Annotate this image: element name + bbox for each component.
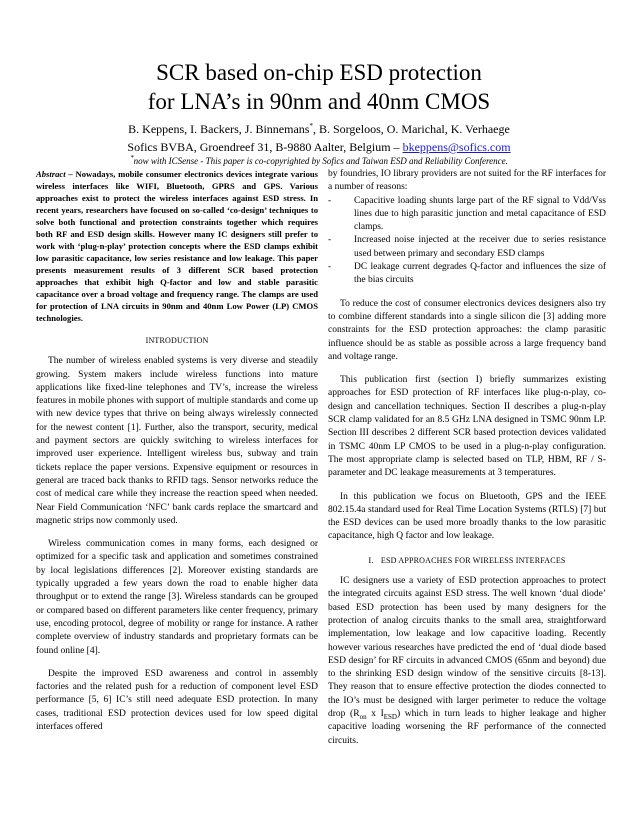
section-1-title: ESD APPROACHES FOR WIRELESS INTERFACES bbox=[380, 555, 566, 565]
author-list bbox=[0, 122, 638, 137]
section-1-heading bbox=[328, 554, 606, 567]
reasons-list bbox=[328, 195, 606, 288]
intro-paragraph-4: To reduce the cost of consumer electronics devices designers also try to combine different standards into a single silicon die [3] adding more constraints for the ESD protection approaches: the clamp parasitic influence should be as stable as possible across a large frequency band and voltage range. bbox=[328, 298, 606, 362]
affiliation bbox=[0, 140, 638, 155]
author-footnote-mark: * bbox=[309, 122, 313, 130]
list-bullet: - bbox=[328, 195, 332, 206]
intro-paragraph-3-continued: by foundries, IO library providers are not suited for the RF interfaces for a number of reasons: bbox=[328, 169, 606, 193]
author-email-link[interactable]: bkeppens@sofics.com bbox=[402, 140, 511, 154]
affiliation-note bbox=[0, 156, 638, 167]
paper-title-line-2: for LNA’s in 90nm and 40nm CMOS bbox=[147, 89, 491, 114]
introduction-heading-text: INTRODUCTION bbox=[145, 336, 209, 345]
section-1-paragraph-1 bbox=[328, 575, 606, 748]
intro-paragraph-2: Wireless communication comes in many forms, each designed or optimized for a specific task and application and sometimes constrained by local legislations differences [2]. Moreover existing standards are typically upgraded a few years down the road to enable higher data throughput or to extend the range [3]. Wireless standards can be grouped or compared based on different parameters like center frequency, primary use, encoding protocol, degree of mobility or range for instance. A rather complete overview of industry standards and proprietary formats can be found online [4]. bbox=[36, 539, 318, 656]
section-1-text-mid: x I bbox=[366, 708, 384, 719]
list-item-text: DC leakage current degrades Q-factor and influences the size of the bias circuits bbox=[354, 262, 606, 286]
authors-part-2: , B. Sorgeloos, O. Marichal, K. Verhaege bbox=[312, 122, 510, 136]
abstract-label: Abstract bbox=[36, 169, 66, 179]
left-column bbox=[36, 168, 318, 734]
intro-paragraph-1: The number of wireless enabled systems is very diverse and steadily growing. System makers include wireless functions into mature applications like fixed-line telephones and TV’s, increase the wireless features in mobile phones with support of multiple standards and come up with new device types that thrive on being always wirelessly connected for the newest content [1]. Further, also the transport, security, medical and payment sectors are quickly switching to wireless interfaces for improved user experience. Intelligent wireless bus, subway and train tickets replace the paper versions. Expensive equipment or resources in general are traced back thanks to RFID tags. Sensor networks reduce the cost of medical care while they increase the reaction speed when needed. Near Field Communication ‘NFC’ bank cards replace the smartcard and magnetic strips now commonly used. bbox=[36, 356, 318, 526]
note-text: now with ICSense - This paper is co-copyrighted by Sofics and Taiwan ESD and Reliability Conference. bbox=[133, 156, 508, 166]
list-item-text: Increased noise injected at the receiver due to series resistance used between primary and secondary ESD clamps bbox=[354, 235, 606, 259]
paper-title-line-1: SCR based on-chip ESD protection bbox=[156, 60, 482, 85]
introduction-heading bbox=[36, 334, 318, 347]
abstract bbox=[36, 168, 318, 324]
right-column bbox=[328, 168, 606, 748]
subscript-esd: ESD bbox=[383, 712, 397, 721]
section-1-text-a: IC designers use a variety of ESD protection approaches to protect the integrated circuits against ESD stress. The well known ‘dual diode’ based ESD protection has been used by many designers for the protection of analog circuits thanks to the small area, straightforward implementation, low leakage and low capacitive loading. Recently however various researches have predicted the end of ‘dual diode based ESD design’ for RF circuits in advanced CMOS (65nm and beyond) due to the shrinking ESD design window of the sensitive circuits [8-13]. They reason that to ensure effective protection the diodes connected to the IO’s must be designed with larger perimeter to reduce the voltage drop (R bbox=[328, 576, 606, 719]
section-1-text-b: ) which in turn leads to higher leakage and higher capacitive loading worsening the RF performance of the connected circuits. bbox=[328, 708, 606, 746]
intro-paragraph-5: This publication first (section I) briefly summarizes existing approaches for ESD protection of RF interfaces like plug-n-play, co-design and cancellation techniques. Section II describes a plug-n-play SCR clamp validated for an 8.5 GHz LNA designed in TSMC 90nm LP. Section III describes 2 different SCR based protection devices validated in TSMC 40nm LP CMOS to be used in a plug-n-play configuration. The most appropriate clamp is selected based on TLP, HBM, RF / S-parameter and DC leakage measurements at 3 temperatures. bbox=[328, 375, 606, 479]
authors-part-1: B. Keppens, I. Backers, J. Binnemans bbox=[128, 122, 310, 136]
list-item-text: Capacitive loading shunts large part of the RF signal to Vdd/Vss lines due to high parasitic junction and metal capacitance of ESD clamps. bbox=[354, 195, 606, 233]
list-item bbox=[328, 261, 606, 288]
list-bullet: - bbox=[328, 262, 332, 273]
list-bullet: - bbox=[328, 235, 332, 246]
subscript-on: on bbox=[359, 712, 367, 721]
list-item bbox=[328, 234, 606, 261]
intro-paragraph-3: Despite the improved ESD awareness and control in assembly factories and the related push for a reduction of component level ESD performance [5, 6] IC’s still need adequate ESD protection. In many cases, traditional ESD protection devices used for low speed digital interfaces offered bbox=[36, 668, 318, 733]
section-1-number: I. bbox=[368, 554, 374, 565]
list-item bbox=[328, 195, 606, 235]
note-footnote-mark: * bbox=[130, 154, 134, 162]
intro-paragraph-6: In this publication we focus on Bluetooth, GPS and the IEEE 802.15.4a standard used for Real Time Location Systems (RTLS) [7] but the ESD devices can be used more broadly thanks to the low parasitic capacitance, high Q factor and low leakage. bbox=[328, 491, 606, 542]
abstract-text: – Nowadays, mobile consumer electronics devices integrate various wireless interfaces like WIFI, Bluetooth, GPRS and GPS. Various approaches exist to protect the wireless interfaces against ESD stress. In recent years, researchers have focused on so-called ‘co-design’ techniques to solve both functional and protection constraints together which requires both RF and ESD design skills. However many IC designers still prefer to work with ‘plug-n-play’ protection concepts where the ESD clamps exhibit low parasitic capacitance, low series resistance and low leakage. This paper presents measurement results of 3 different SCR based protection approaches that exhibit high Q-factor and low and stable parasitic capacitance over a broad voltage and frequency range. The clamps are used for protection of LNA circuits in 90nm and 40nm Low Power (LP) CMOS technologies. bbox=[36, 169, 318, 323]
affiliation-address: Sofics BVBA, Groendreef 31, B-9880 Aalter, Belgium – bbox=[127, 140, 403, 154]
